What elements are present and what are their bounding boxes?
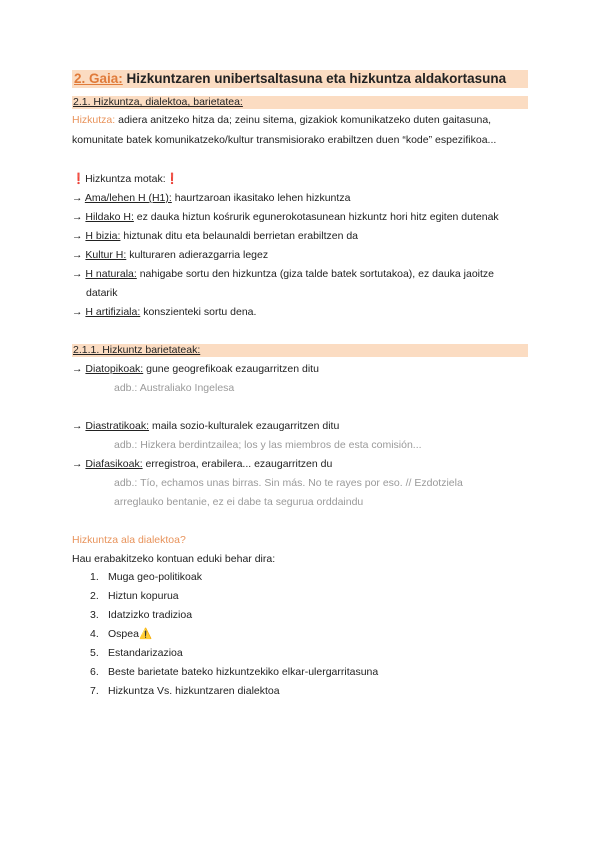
arrow-icon: →	[72, 230, 83, 242]
list-item: 2. Hiztun kopurua	[90, 590, 179, 602]
page-title	[72, 70, 528, 88]
question-intro: Hau erabakitzeko kontuan eduki behar dira:	[72, 553, 276, 565]
definition-line-1: Hizkutza: adiera anitzeko hitza da; zeinu sitema, gizakiok komunikatzeko duten gaitasuna,	[72, 114, 492, 126]
arrow-icon: →	[72, 268, 83, 280]
arrow-icon: →	[72, 363, 83, 375]
example-text: adb.: Australiako Ingelesa	[114, 382, 235, 394]
list-item: → Diafasikoak: erregistroa, erabilera... ezaugarritzen du	[72, 458, 333, 470]
arrow-icon: →	[72, 458, 83, 470]
arrow-icon: →	[72, 249, 83, 261]
arrow-icon: →	[72, 211, 83, 223]
list-item: 5. Estandarizazioa	[90, 647, 183, 659]
exclamation-icon: ❗	[72, 173, 86, 185]
section-heading-2-1-1: 2.1.1. Hizkuntz barietateak:	[72, 344, 528, 357]
list-item: → Ama/lehen H (H1): haurtzaroan ikasitako lehen hizkuntza	[72, 192, 351, 204]
definition-term: Hizkutza:	[72, 114, 116, 126]
arrow-icon: →	[72, 192, 83, 204]
section-heading-2-1: 2.1. Hizkuntza, dialektoa, barietatea:	[72, 96, 528, 109]
example-text: adb.: Hizkera berdintzailea; los y las miembros de esta comisión...	[114, 439, 422, 451]
question-heading: Hizkuntza ala dialektoa?	[72, 534, 186, 546]
list-item: → H naturala: nahigabe sortu den hizkuntza (giza talde batek sortutakoa), ez dauka jaoitze	[72, 268, 495, 280]
list-item-continuation: datarik	[86, 287, 118, 299]
list-item: → H artifiziala: konszienteki sortu dena.	[72, 306, 257, 318]
title-text: Hizkuntzaren unibertsaltasuna eta hizkuntza aldakortasuna	[122, 71, 507, 86]
list-item: → Diastratikoak: maila sozio-kulturalek ezaugarritzen ditu	[72, 420, 340, 432]
title-number: 2. Gaia:	[74, 71, 123, 86]
criteria-list	[90, 568, 378, 701]
definition-line-2: komunitate batek komunikatzeko/kultur transmisiorako erabiltzen duen “kode” espezifikoa...	[72, 134, 497, 146]
list-item: → Diatopikoak: gune geogrefikoak ezaugarritzen ditu	[72, 363, 319, 375]
list-item: → Hildako H: ez dauka hiztun kośrurik egunerokotasunean hizkuntz hori hitz egiten dutenak	[72, 211, 499, 223]
list-item: → Kultur H: kulturaren adierazgarria legez	[72, 249, 269, 261]
warning-icon: ⚠️	[138, 628, 153, 640]
types-heading: ❗Hizkuntza motak:❗	[72, 173, 179, 185]
list-item: 4. Ospea⚠️	[90, 628, 153, 640]
arrow-icon: →	[72, 306, 83, 318]
exclamation-icon: ❗	[165, 173, 179, 185]
arrow-icon: →	[72, 420, 83, 432]
list-item: 3. Idatzizko tradizioa	[90, 609, 193, 621]
example-text-continuation: arreglauko bentanie, ez ei dabe ta segurua orddaindu	[114, 496, 364, 508]
list-item: 6. Beste barietate bateko hizkuntzekiko elkar-ulergarritasuna	[90, 666, 379, 678]
example-text: adb.: Tío, echamos unas birras. Sin más. No te rayes por eso. // Ezdotziela	[114, 477, 463, 489]
list-item: 1. Muga geo-politikoak	[90, 571, 202, 583]
list-item: 7. Hizkuntza Vs. hizkuntzaren dialektoa	[90, 685, 280, 697]
list-item: → H bizia: hiztunak ditu eta belaunaldi berrietan erabiltzen da	[72, 230, 359, 242]
